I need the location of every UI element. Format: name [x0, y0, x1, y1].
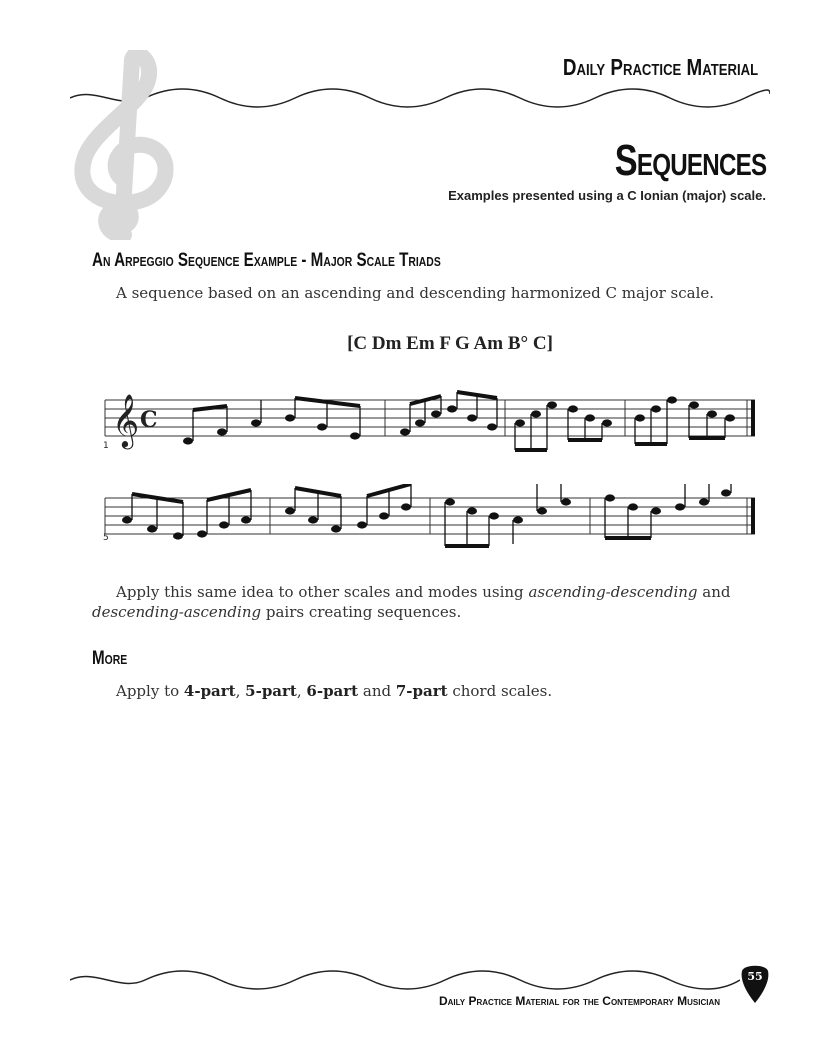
section-heading: An Arpeggio Sequence Example - Major Scale Triads [92, 250, 441, 271]
more-text: Apply to 4-part, 5-part, 6-part and 7-part chord scales. [116, 682, 553, 700]
page-title: Sequences [614, 136, 766, 185]
svg-text:𝄞: 𝄞 [112, 393, 140, 447]
treble-clef-watermark-icon [62, 50, 192, 240]
music-staff-2 [100, 484, 760, 594]
footer-title: Daily Practice Material for the Contemporary Musician [438, 994, 720, 1008]
footer-wave-divider [70, 968, 740, 992]
header-title: Daily Practice Material [562, 54, 758, 80]
measure-number: 5 [103, 533, 109, 543]
music-staff-1 [100, 378, 760, 488]
apply-paragraph: Apply this same idea to other scales and modes using ascending-descending and descending-ascending pairs creating sequences. [92, 583, 731, 621]
page-number: 55 [747, 970, 763, 983]
section-intro: A sequence based on an ascending and descending harmonized C major scale. [116, 284, 715, 302]
more-heading: More [92, 648, 128, 669]
chord-sequence-label: [C Dm Em F G Am B° C] [347, 333, 553, 354]
measure-number: 1 [103, 441, 109, 451]
guitar-pick-icon [740, 962, 770, 1004]
svg-text:C: C [140, 407, 158, 433]
page-subtitle: Examples presented using a C Ionian (major) scale. [448, 188, 766, 203]
